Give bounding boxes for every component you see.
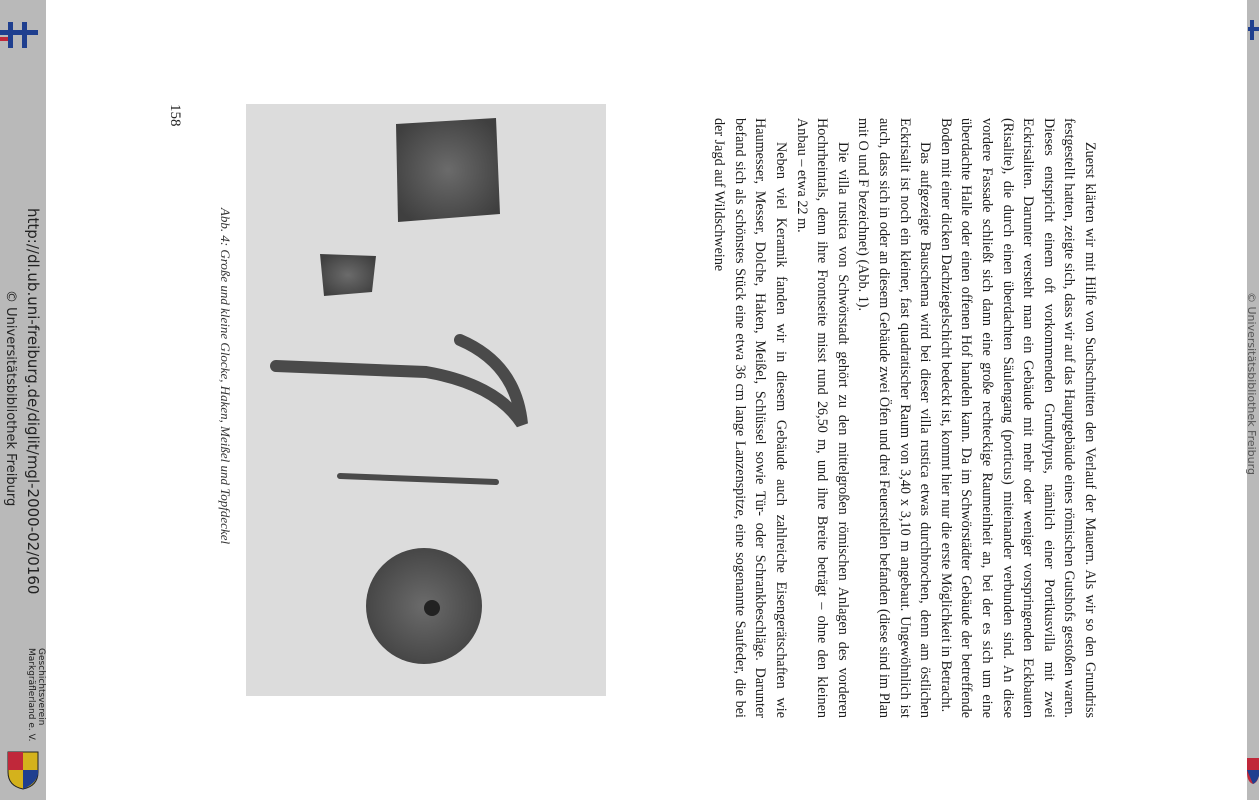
paragraph-2: Das aufgezeigte Bauschema wird bei dieser villa rustica etwas durchbrochen, denn am östlichen Eckrisalit ist noch ein kleiner, fast quadratischer Raum von 3,40 x 3,10 m angebaut. Ungewöhnlich ist auch, dass sich in oder an diesem Gebäude zwei Öfen und drei Feuerstellen befanden (diese sind im Plan mit O und F bezeichnet) (Abb. 1).: [855, 118, 934, 718]
organisation-name: [26, 648, 46, 741]
right-edge-notice: © Universitätsbibliothek Freiburg: [1245, 292, 1258, 475]
paragraph-3: Die villa rustica von Schwörstadt gehört zu den mittelgroßen römischen Anlagen des vorderen Hochrheintals, denn ihre Frontseite misst rund 26,50 m, und ihre Breite beträgt – ohne den kleinen Anbau – etwa 22 m.: [793, 118, 851, 718]
library-logo-icon: [0, 22, 38, 48]
copyright-notice: © Universitätsbibliothek Freiburg: [3, 290, 18, 507]
small-bell-icon: [320, 254, 376, 296]
paragraph-4: Neben viel Keramik fanden wir in diesem Gebäude auch zahlreiche Eisengerätschaften wie Haumesser, Messer, Dolche, Haken, Meißel, Schlüssel sowie Tür- oder Schrankbeschläge. Darunter befand sich als schönstes Stück eine etwa 36 cm lange Lanzenspitze, eine sogenannte Saufeder, die bei der Jagd auf Wildschweine: [711, 118, 790, 718]
pot-lid-icon: [366, 548, 482, 664]
source-url-link[interactable]: http://dl.ub.uni-freiburg.de/diglit/mgl-2000-02/0160: [24, 208, 42, 595]
figure-caption: Abb. 4: Große und kleine Glocke, Haken, Meißel und Topfdeckel: [218, 207, 233, 545]
article-body: [660, 118, 1100, 718]
org-line-2: Markgräflerland e. V.: [26, 648, 36, 742]
large-bell-icon: [396, 118, 500, 222]
org-line-1: Geschichtsverein: [36, 648, 46, 726]
library-logo-right-icon: [1248, 20, 1259, 40]
coat-of-arms-right-icon: [1247, 756, 1259, 784]
paragraph-1: Zuerst klärten wir mit Hilfe von Suchschnitten den Verlauf der Mauern. Als wir so den Grundriss festgestellt hatten, zeigte sich, dass wir auf das Hauptgebäude eines römischen Gutshofs gestoßen waren. Dieses entspricht einem oft vorkommenden Grundtypus, nämlich einer Portikusvilla mit zwei Eckrisaliten. Darunter versteht man ein Gebäude mit mehr oder weniger vorspringenden Eckbauten (Risalite), die durch einen überdachten Säulengang (porticus) miteinander verbunden sind. An diese vordere Fassade schließt sich dann eine große rechteckige Raumeinheit an, bei der es sich um eine überdachte Halle oder einen offenen Hof handeln kann. Da im Schwörstädter Gebäude der betreffende Boden mit einer dicken Dachziegelschicht bedeckt ist, kommt hier nur die erste Möglichkeit in Betracht.: [937, 118, 1098, 718]
page-number: 158: [167, 104, 183, 127]
coat-of-arms-icon: [6, 750, 40, 790]
artifact-photo: [246, 104, 606, 696]
